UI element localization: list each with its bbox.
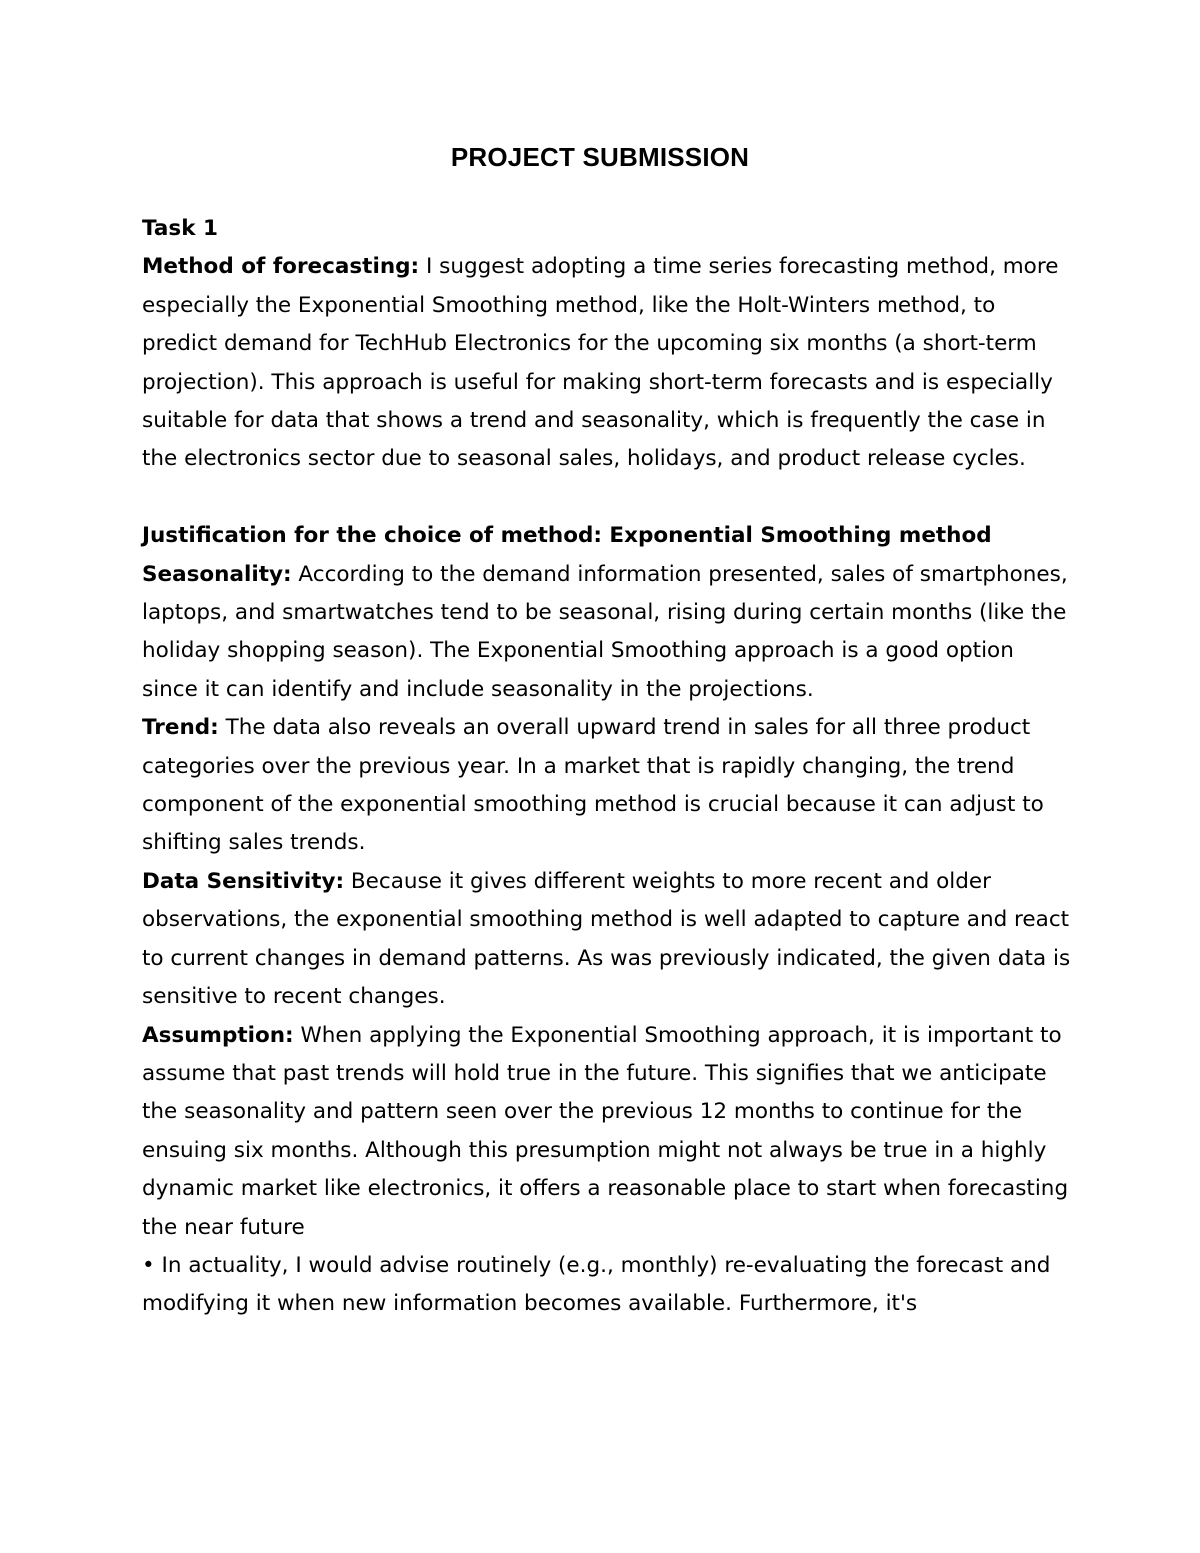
document-body	[142, 210, 1072, 1324]
data-sensitivity-paragraph	[142, 863, 1072, 1017]
method-text: I suggest adopting a time series forecasting method, more especially the Exponential Smoothing method, like the Holt-Winters method, to predict demand for TechHub Electronics for the upcoming six months (a short-term projection). This approach is useful for making short-term forecasts and is especially suitable for data that shows a trend and seasonality, which is frequently the case in the electronics sector due to seasonal sales, holidays, and product release cycles.	[142, 254, 1059, 472]
page-title: PROJECT SUBMISSION	[450, 142, 750, 172]
trend-text: The data also reveals an overall upward trend in sales for all three product categories over the previous year. In a market that is rapidly changing, the trend component of the exponential smoothing method is crucial because it can adjust to shifting sales trends.	[142, 715, 1044, 856]
trend-paragraph	[142, 709, 1072, 863]
seasonality-text: According to the demand information presented, sales of smartphones, laptops, and smartwatches tend to be seasonal, rising during certain months (like the holiday shopping season). The Exponential Smoothing approach is a good option since it can identify and include seasonality in the projections.	[142, 561, 1068, 702]
method-paragraph	[142, 248, 1072, 478]
seasonality-label: Seasonality:	[142, 561, 292, 587]
seasonality-paragraph	[142, 556, 1072, 710]
method-label: Method of forecasting:	[142, 254, 420, 280]
assumption-paragraph	[142, 1017, 1072, 1247]
data-sensitivity-text: Because it gives different weights to more recent and older observations, the exponential smoothing method is well adapted to capture and react to current changes in demand patterns. As was previously indicated, the given data is sensitive to recent changes.	[142, 868, 1071, 1010]
paragraph-gap	[142, 479, 1072, 517]
data-sensitivity-label: Data Sensitivity:	[142, 868, 345, 894]
task-heading: Task 1	[142, 216, 218, 241]
assumption-label: Assumption:	[142, 1022, 294, 1048]
bullet-paragraph: • In actuality, I would advise routinely (e.g., monthly) re-evaluating the forecast and modifying it when new information becomes available. Furthermore, it's	[142, 1252, 1051, 1317]
justification-heading: Justification for the choice of method: Exponential Smoothing method	[142, 523, 992, 549]
assumption-text: When applying the Exponential Smoothing approach, it is important to assume that past trends will hold true in the future. This signifies that we anticipate the seasonality and pattern seen over the previous 12 months to continue for the ensuing six months. Although this presumption might not always be true in a highly dynamic market like electronics, it offers a reasonable place to start when forecasting the near future	[142, 1022, 1069, 1240]
trend-label: Trend:	[142, 715, 219, 741]
